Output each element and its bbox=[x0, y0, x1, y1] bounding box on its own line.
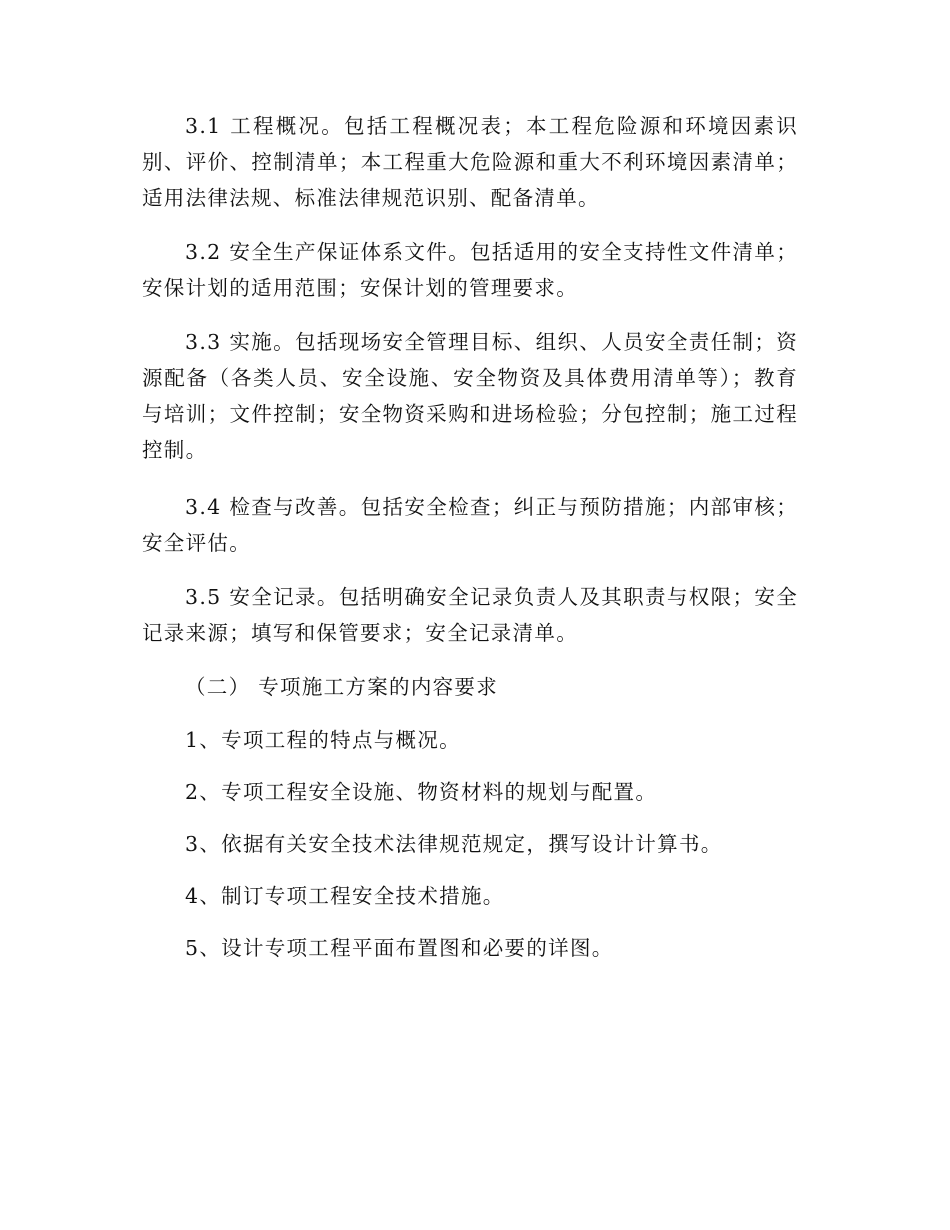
paragraph-3-5: 3.5 安全记录。包括明确安全记录负责人及其职责与权限；安全记录来源；填写和保管要求；安全记录清单。 bbox=[142, 585, 798, 645]
paragraph-3-4: 3.4 检查与改善。包括安全检查；纠正与预防措施；内部审核；安全评估。 bbox=[142, 495, 798, 555]
list-item-4: 4、制订专项工程安全技术措施。 bbox=[185, 884, 505, 908]
paragraph-3-2: 3.2 安全生产保证体系文件。包括适用的安全支持性文件清单；安保计划的适用范围；安保计划的管理要求。 bbox=[142, 240, 798, 300]
paragraph-3-1: 3.1 工程概况。包括工程概况表；本工程危险源和环境因素识别、评价、控制清单；本工程重大危险源和重大不利环境因素清单；适用法律法规、标准法律规范识别、配备清单。 bbox=[142, 114, 798, 210]
list-item-2: 2、专项工程安全设施、物资材料的规划与配置。 bbox=[185, 780, 658, 804]
list-item-3: 3、依据有关安全技术法律规范规定，撰写设计计算书。 bbox=[185, 832, 723, 856]
list-item-1: 1、专项工程的特点与概况。 bbox=[185, 728, 461, 752]
paragraph-3-3: 3.3 实施。包括现场安全管理目标、组织、人员安全责任制；资源配备（各类人员、安全设施、安全物资及具体费用清单等）；教育与培训；文件控制；安全物资采购和进场检验；分包控制；施工过程控制。 bbox=[142, 330, 798, 462]
section-heading: （二） 专项施工方案的内容要求 bbox=[185, 675, 499, 699]
list-item-5: 5、设计专项工程平面布置图和必要的详图。 bbox=[185, 936, 614, 960]
